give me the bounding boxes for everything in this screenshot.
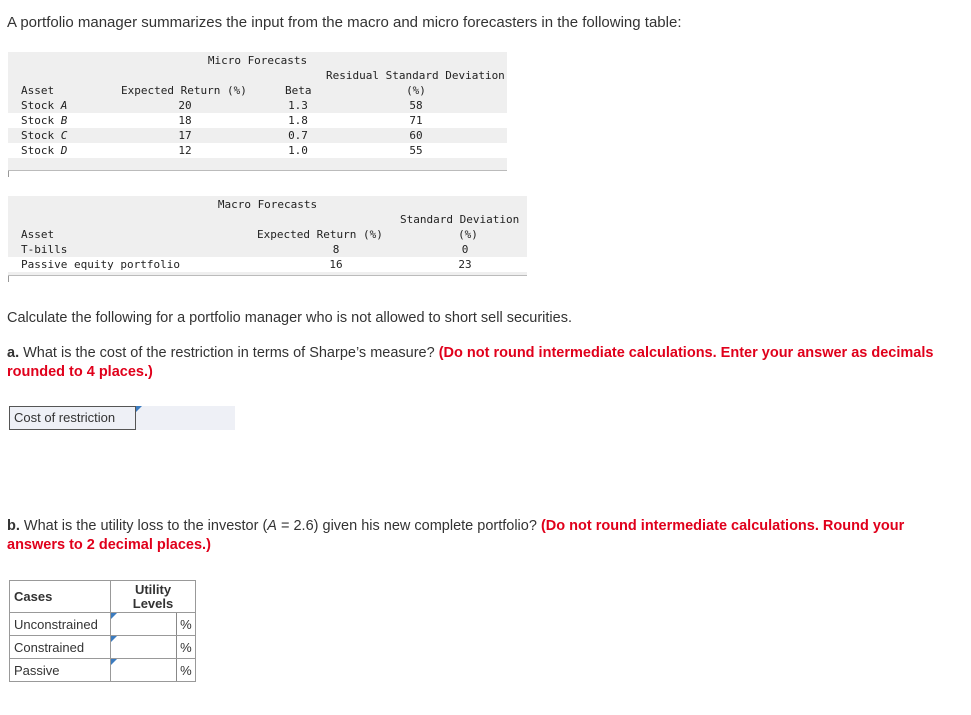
micro-header-beta: Beta	[285, 84, 312, 97]
unit-cell	[176, 613, 195, 636]
cost-restriction-field	[9, 406, 235, 430]
utility-input-constrained[interactable]	[111, 636, 177, 659]
sd-value: 0	[461, 243, 469, 256]
asset-label: Stock	[21, 114, 61, 127]
utility-table	[9, 580, 196, 682]
percent-unit: %	[180, 616, 192, 632]
return-value: 18	[178, 114, 192, 127]
micro-header-rsd-2: (%)	[406, 84, 426, 97]
macro-forecasts-table	[8, 196, 527, 276]
utility-header	[111, 581, 196, 613]
macro-header-sd-1: Standard Deviation	[400, 213, 520, 226]
unit-cell	[176, 659, 195, 682]
asset-label: Passive equity portfolio	[21, 258, 180, 271]
cases-header	[10, 581, 111, 613]
utility-row-unconstrained	[10, 613, 196, 636]
micro-forecasts-table	[8, 52, 507, 171]
macro-header-asset: Asset	[21, 228, 55, 241]
macro-row-passive	[8, 257, 527, 272]
micro-header-asset: Asset	[21, 84, 55, 97]
question-a-text: What is the cost of the restriction in terms of Sharpe’s measure?	[19, 345, 439, 361]
intro-text: A portfolio manager summarizes the input from the macro and micro forecasters in the following table:	[7, 14, 682, 31]
micro-header-return: Expected Return (%)	[121, 84, 247, 97]
input-flag-icon	[111, 613, 117, 619]
rsd-value: 55	[409, 144, 423, 157]
return-value: 12	[178, 144, 192, 157]
rsd-value: 58	[409, 99, 423, 112]
case-cell	[10, 636, 111, 659]
utility-input-unconstrained[interactable]	[111, 613, 177, 636]
asset-label: Stock	[21, 144, 61, 157]
input-flag-icon	[111, 659, 117, 665]
macro-header-sd-2: (%)	[458, 228, 478, 241]
question-b	[7, 517, 942, 555]
table-divider-tick	[8, 276, 9, 282]
table-divider-tick	[8, 171, 9, 177]
asset-letter: C	[60, 129, 68, 142]
table-divider	[8, 170, 507, 171]
question-a-note: (Do not round intermediate calculations. Enter your answer as decimals rounded to 4 places.)	[7, 345, 934, 380]
asset-letter: D	[60, 144, 68, 157]
cost-restriction-input[interactable]	[135, 406, 235, 430]
case-label: Passive	[14, 662, 60, 678]
beta-value: 1.8	[288, 114, 308, 127]
utility-header-row	[10, 581, 196, 613]
rsd-value: 71	[409, 114, 423, 127]
question-a-letter: a.	[7, 345, 20, 361]
return-value: 20	[178, 99, 192, 112]
micro-row-b	[8, 113, 507, 128]
utility-header-line-2: Levels	[132, 595, 174, 611]
utility-header-line-1: Utility	[134, 581, 172, 597]
beta-value: 1.3	[288, 99, 308, 112]
question-b-var: A	[267, 518, 277, 534]
beta-value: 1.0	[288, 144, 308, 157]
macro-caption: Macro Forecasts	[217, 198, 318, 211]
return-value: 16	[329, 258, 343, 271]
asset-label: Stock	[21, 99, 61, 112]
case-label: Unconstrained	[14, 616, 98, 632]
macro-header-return: Expected Return (%)	[257, 228, 383, 241]
question-b-text-2: = 2.6) given his new complete portfolio?	[276, 518, 541, 534]
percent-unit: %	[180, 639, 192, 655]
asset-label: Stock	[21, 129, 61, 142]
asset-letter: B	[60, 114, 68, 127]
percent-unit: %	[180, 662, 192, 678]
micro-row-d	[8, 143, 507, 158]
micro-caption: Micro Forecasts	[207, 54, 308, 67]
question-a	[7, 344, 937, 382]
question-b-letter: b.	[7, 518, 20, 534]
utility-input-passive[interactable]	[111, 659, 177, 682]
rsd-value: 60	[409, 129, 423, 142]
micro-row-a	[8, 98, 507, 113]
macro-row-tbills	[8, 242, 527, 257]
question-b-text-1: What is the utility loss to the investor (	[19, 518, 268, 534]
input-flag-icon	[111, 636, 117, 642]
asset-label: T-bills	[21, 243, 68, 256]
asset-letter: A	[60, 99, 68, 112]
return-value: 17	[178, 129, 192, 142]
case-label: Constrained	[14, 639, 85, 655]
input-flag-icon	[136, 406, 142, 412]
cases-header-label: Cases	[14, 589, 53, 604]
table-divider	[8, 275, 527, 276]
case-cell	[10, 613, 111, 636]
cost-restriction-label: Cost of restriction	[14, 410, 116, 425]
question-b-note: (Do not round intermediate calculations. Round your answers to 2 decimal places.)	[7, 518, 905, 553]
micro-row-c	[8, 128, 507, 143]
beta-value: 0.7	[288, 129, 308, 142]
unit-cell	[176, 636, 195, 659]
calc-instructions: Calculate the following for a portfolio manager who is not allowed to short sell securities.	[7, 310, 572, 326]
case-cell	[10, 659, 111, 682]
return-value: 8	[332, 243, 340, 256]
sd-value: 23	[458, 258, 472, 271]
utility-row-passive	[10, 659, 196, 682]
utility-row-constrained	[10, 636, 196, 659]
micro-header-rsd-1: Residual Standard Deviation	[326, 69, 505, 82]
